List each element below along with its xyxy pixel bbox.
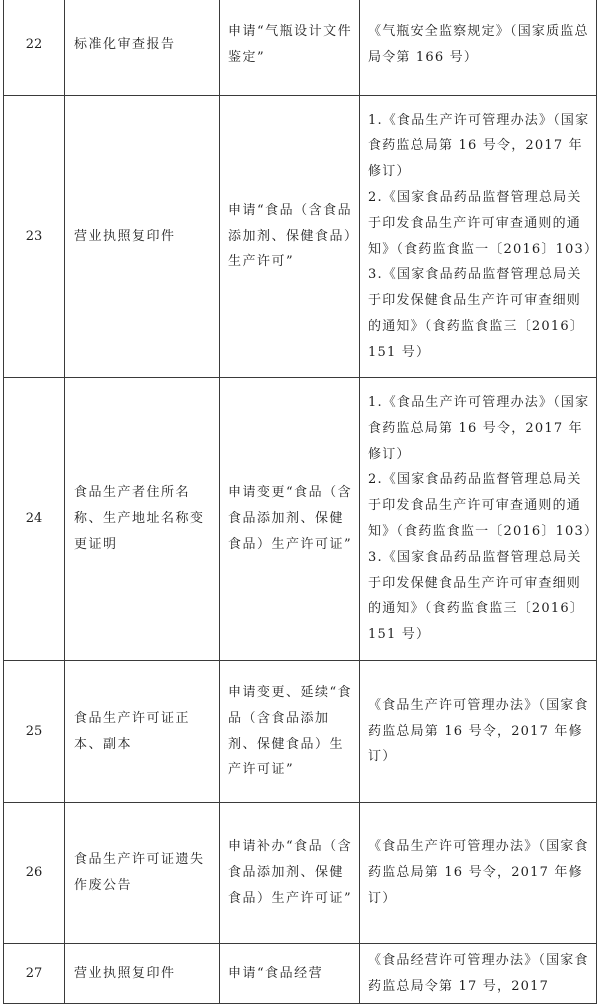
document-name: 标准化审查报告 (65, 0, 220, 96)
table-row (4, 944, 597, 1004)
basis-entry: 1.《食品生产许可管理办法》（国家食药监总局第 16 号令，2017 年修订） (368, 395, 590, 462)
application-item: 申请变更、延续“食品（含食品添加剂、保健食品）生产许可证” (220, 661, 360, 803)
basis-entry: 《食品生产许可管理办法》（国家食药监总局第 16 号令，2017 年修订） (368, 839, 589, 906)
basis-entry: 1.《食品生产许可管理办法》（国家食药监总局第 16 号令，2017 年修订） (368, 112, 590, 180)
row-number: 25 (4, 661, 65, 803)
legal-basis (360, 944, 597, 1004)
table-row (4, 96, 597, 378)
legal-basis (360, 96, 597, 378)
basis-entry: 3.《国家食品药品监督管理总局关于印发保健食品生产许可审查细则的通知》（食药监食监三〔2016〕151 号） (368, 549, 584, 643)
legal-basis (360, 803, 597, 944)
basis-entry: 《食品生产许可管理办法》（国家食药监总局第 16 号令，2017 年修订） (368, 697, 589, 765)
basis-entry: 2.《国家食品药品监督管理总局关于印发食品生产许可审查通则的通知》（食药监食监一〔2016〕103） (368, 472, 599, 539)
row-number: 27 (4, 944, 65, 1004)
document-name: 食品生产者住所名称、生产地址名称变更证明 (65, 378, 220, 661)
row-number: 23 (4, 96, 65, 378)
row-number: 24 (4, 378, 65, 661)
basis-entry: 2.《国家食品药品监督管理总局关于印发食品生产许可审查通则的通知》（食药监食监一〔2016〕103） (368, 189, 599, 257)
table-row (4, 378, 597, 661)
application-item: 申请变更“食品（含食品添加剂、保健食品）生产许可证” (220, 378, 360, 661)
legal-basis (360, 0, 597, 96)
legal-basis (360, 378, 597, 661)
table-row (4, 803, 597, 944)
legal-basis (360, 661, 597, 803)
requirements-table (3, 0, 597, 1004)
basis-entry: 3.《国家食品药品监督管理总局关于印发保健食品生产许可审查细则的通知》（食药监食监三〔2016〕151 号） (368, 267, 584, 360)
application-item: 申请“气瓶设计文件鉴定” (220, 0, 360, 96)
table-row (4, 661, 597, 803)
row-number: 26 (4, 803, 65, 944)
basis-entry: 《食品经营许可管理办法》（国家食药监总局令第 17 号，2017 (368, 952, 589, 994)
basis-entry: 《气瓶安全监察规定》（国家质监总局令第 166 号） (368, 24, 589, 65)
application-item: 申请补办“食品（含食品添加剂、保健食品）生产许可证” (220, 803, 360, 944)
document-name: 食品生产许可证正本、副本 (65, 661, 220, 803)
document-name: 营业执照复印件 (65, 944, 220, 1004)
table-row (4, 0, 597, 96)
application-item: 申请“食品（含食品添加剂、保健食品）生产许可” (220, 96, 360, 378)
application-item: 申请“食品经营 (220, 944, 360, 1004)
row-number: 22 (4, 0, 65, 96)
document-name: 食品生产许可证遗失作废公告 (65, 803, 220, 944)
document-name: 营业执照复印件 (65, 96, 220, 378)
